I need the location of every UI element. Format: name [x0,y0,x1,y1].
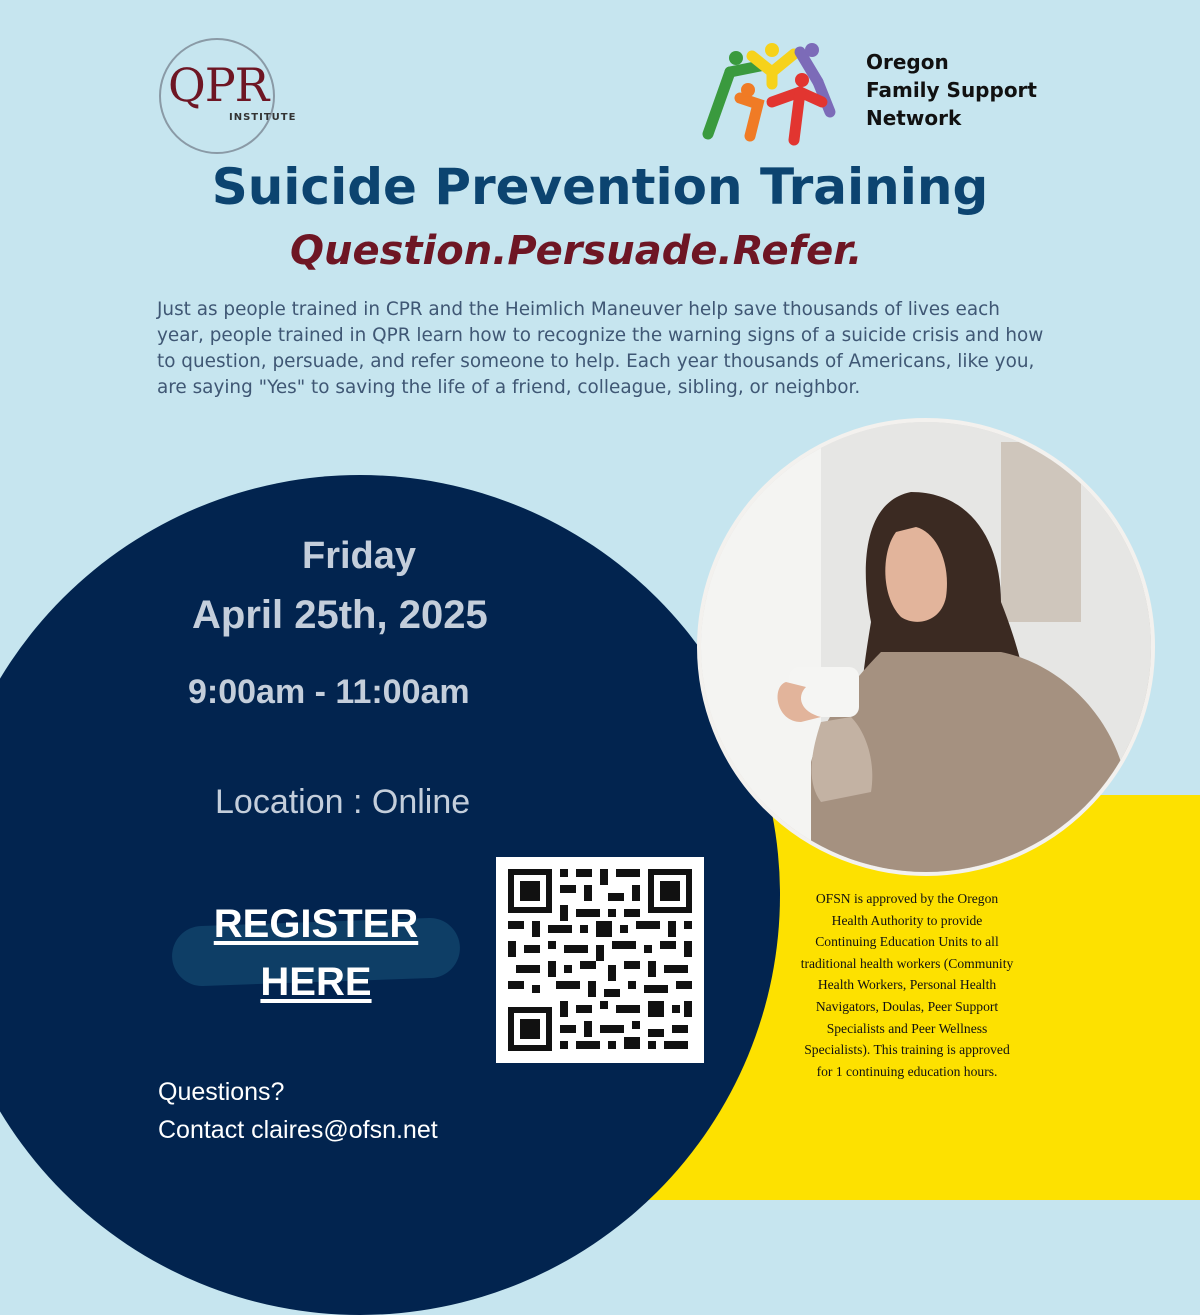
qpr-logo-text: QPR [168,58,269,112]
page-title: Suicide Prevention Training [211,158,989,216]
ofsn-name-line-3: Network [866,106,962,130]
ofsn-name-line-2: Family Support [866,78,1037,102]
register-line-1: REGISTER [213,902,419,946]
register-line-2: HERE [260,960,372,1004]
qpr-logo-subtext: INSTITUTE [229,112,297,123]
qr-code-graphic [496,857,704,1063]
contact-email-line[interactable]: Contact claires@ofsn.net [158,1116,438,1144]
ofsn-logo-text [866,48,1037,132]
contact-info [158,1073,438,1149]
ceu-approval-note: OFSN is approved by the Oregon Health Authority to provide Continuing Education Units to all traditional health workers (Community Health Workers, Personal Health Navigators, Doulas, Peer Support Specialists and Peer Wellness Specialists). This training is approved for 1 continuing education hours. [800,891,1014,1079]
event-day: Friday [302,535,417,577]
photo-illustration [701,422,1151,872]
register-here-link[interactable] [190,895,442,1011]
contact-questions-label: Questions? [158,1078,285,1106]
ofsn-name-line-1: Oregon [866,50,949,74]
people-circle-logo-icon [690,42,840,152]
qr-code-icon[interactable] [496,857,704,1063]
event-location: Location : Online [215,783,471,821]
intro-paragraph: Just as people trained in CPR and the Heimlich Maneuver help save thousands of lives each year, people trained in QPR learn how to recognize the warning signs of a suicide crisis and how to question, persuade, and refer someone to help. Each year thousands of Americans, like you, are saying "Yes" to saving the life of a friend, colleague, sibling, or neighbor. [157,299,1044,398]
photo-woman-with-cup [697,418,1155,876]
event-date: April 25th, 2025 [192,593,488,637]
event-time: 9:00am - 11:00am [188,673,470,711]
page-subtitle: Question.Persuade.Refer. [290,228,863,274]
